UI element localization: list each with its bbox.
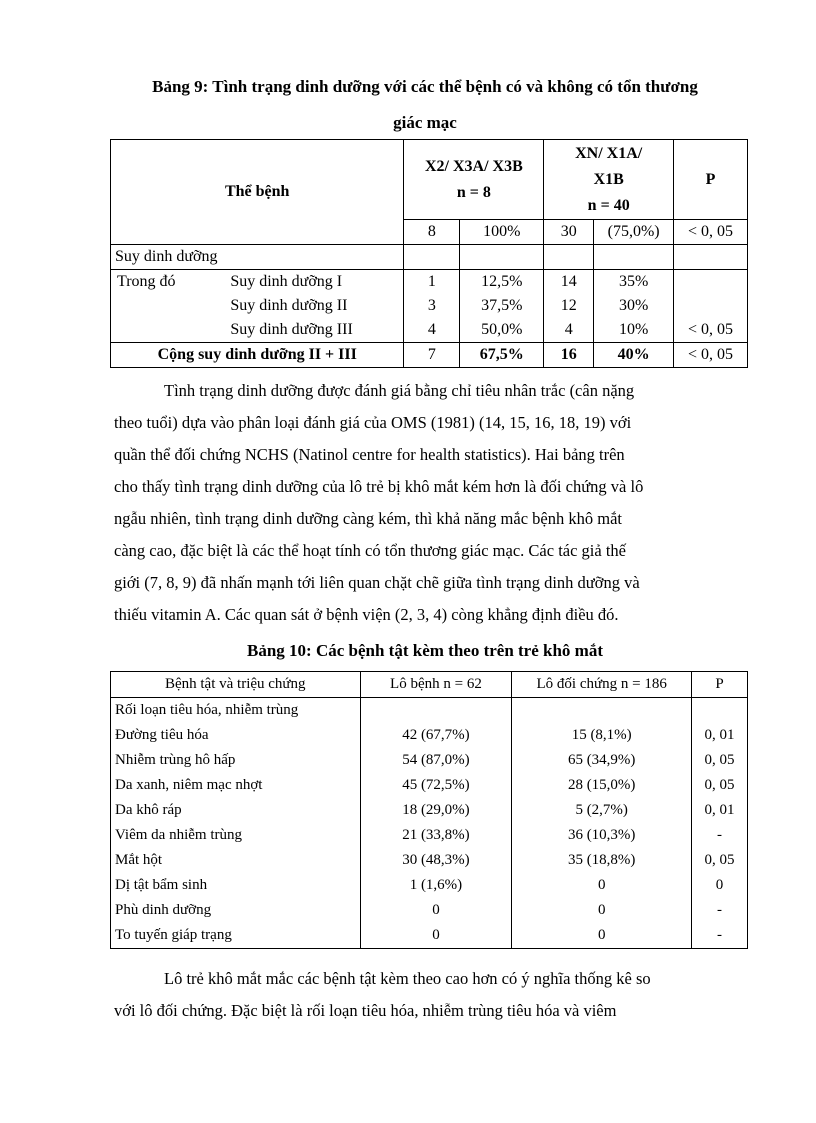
table10-cell: 1 (1,6%) <box>360 873 512 898</box>
table-row <box>111 898 748 923</box>
table9-cell: 50,0% <box>460 318 544 343</box>
paragraph-line: với lô đối chứng. Đặc biệt là rối loạn tiêu hóa, nhiễm trùng tiêu hóa và viêm <box>114 1001 617 1020</box>
table10-cell: 0 <box>512 898 692 923</box>
table9-row-label: Suy dinh dưỡng III <box>226 318 404 343</box>
table10 <box>110 671 748 949</box>
table-row <box>111 294 748 318</box>
table-row <box>111 723 748 748</box>
table10-cell: 54 (87,0%) <box>360 748 512 773</box>
table9-cell: 100% <box>460 220 544 245</box>
table10-header: Bệnh tật và triệu chứng <box>111 672 361 698</box>
table9-cell: 16 <box>544 343 594 368</box>
table10-title: Bảng 10: Các bệnh tật kèm theo trên trẻ khô mắt <box>246 641 604 660</box>
paragraph-1 <box>114 375 740 631</box>
table9-cell: (75,0%) <box>594 220 674 245</box>
table-row <box>111 798 748 823</box>
table10-cell: Phù dinh dưỡng <box>111 898 361 923</box>
table9-group2-line2: X1B <box>593 170 624 188</box>
table9-cell: 67,5% <box>460 343 544 368</box>
table-row <box>111 773 748 798</box>
table10-cell <box>512 698 692 724</box>
table9-header-group1 <box>404 140 544 220</box>
table9-total-row <box>111 343 748 368</box>
paragraph-line: giới (7, 8, 9) đã nhấn mạnh tới liên quan chặt chẽ giữa tình trạng dinh dưỡng và <box>114 573 640 592</box>
table10-cell: 5 (2,7%) <box>512 798 692 823</box>
table9-row-label: Suy dinh dưỡng II <box>226 294 404 318</box>
table9-cell: 37,5% <box>460 294 544 318</box>
table10-cell: Da khô ráp <box>111 798 361 823</box>
paragraph-line: Tình trạng dinh dưỡng được đánh giá bằng chỉ tiêu nhân trắc (cân nặng <box>164 381 635 400</box>
table10-cell: Dị tật bẩm sinh <box>111 873 361 898</box>
table9-group2-line1: XN/ X1A/ <box>575 144 643 162</box>
table9-header-the-benh: Thể bệnh <box>111 140 404 245</box>
table10-cell: - <box>692 923 748 949</box>
table10-cell: 0, 05 <box>692 773 748 798</box>
table10-cell: 0 <box>360 898 512 923</box>
table9-group1-line2: n = 8 <box>456 183 491 201</box>
table9-section-label: Suy dinh dưỡng <box>111 245 404 270</box>
table-row <box>111 318 748 343</box>
table-row <box>111 748 748 773</box>
table10-cell <box>692 698 748 724</box>
table10-cell: Rối loạn tiêu hóa, nhiễm trùng <box>111 698 361 724</box>
paragraph-2 <box>114 963 740 1027</box>
paragraph-line: thiếu vitamin A. Các quan sát ở bệnh viện (2, 3, 4) còng khẳng định điều đó. <box>114 605 619 624</box>
table-row <box>111 698 748 724</box>
table9-cell: 10% <box>594 318 674 343</box>
table9-cell: 40% <box>594 343 674 368</box>
table10-cell: 21 (33,8%) <box>360 823 512 848</box>
table9-cell: 14 <box>544 270 594 295</box>
table10-cell: 0, 05 <box>692 748 748 773</box>
table10-cell: 0 <box>360 923 512 949</box>
table9-header-group2 <box>544 140 674 220</box>
table10-header: Lô đối chứng n = 186 <box>512 672 692 698</box>
table10-cell: 0 <box>512 873 692 898</box>
table-row <box>111 923 748 949</box>
table9-cell: 1 <box>404 270 460 295</box>
table10-cell: Đường tiêu hóa <box>111 723 361 748</box>
paragraph-line: ngẫu nhiên, tình trạng dinh dưỡng càng kém, thì khả năng mắc bệnh khô mắt <box>114 509 622 528</box>
table10-cell: 36 (10,3%) <box>512 823 692 848</box>
table9-row-label: Suy dinh dưỡng I <box>226 270 404 295</box>
table9-header-p: P <box>674 140 748 220</box>
table-row <box>111 848 748 873</box>
table10-cell: 0, 01 <box>692 798 748 823</box>
table9-cell: < 0, 05 <box>674 343 748 368</box>
table9-cell: 4 <box>404 318 460 343</box>
table9 <box>110 139 748 368</box>
table10-cell: 35 (18,8%) <box>512 848 692 873</box>
table9-total-label: Cộng suy dinh dưỡng II + III <box>111 343 404 368</box>
table9-group1-line1: X2/ X3A/ X3B <box>424 157 523 175</box>
table9-cell: 7 <box>404 343 460 368</box>
table10-cell: 30 (48,3%) <box>360 848 512 873</box>
table9-cell: 3 <box>404 294 460 318</box>
paragraph-line: cho thấy tình trạng dinh dưỡng của lô trẻ bị khô mắt kém hơn là đối chứng và lô <box>114 477 644 496</box>
table9-cell <box>674 294 748 318</box>
table10-cell: 42 (67,7%) <box>360 723 512 748</box>
table10-cell: 65 (34,9%) <box>512 748 692 773</box>
table9-title-line2: giác mạc <box>393 113 457 132</box>
table-row <box>111 270 748 295</box>
table9-cell: 12 <box>544 294 594 318</box>
table9-title-line1: Bảng 9: Tình trạng dinh dưỡng với các thể bệnh có và không có tổn thương <box>152 77 698 96</box>
table-row <box>111 873 748 898</box>
table10-cell: Mắt hột <box>111 848 361 873</box>
table10-cell: - <box>692 823 748 848</box>
table10-cell: To tuyến giáp trạng <box>111 923 361 949</box>
table10-cell: - <box>692 898 748 923</box>
table10-body <box>111 698 748 949</box>
table-row <box>111 823 748 848</box>
table9-cell: 12,5% <box>460 270 544 295</box>
table9-cell: 30% <box>594 294 674 318</box>
table10-cell: Nhiễm trùng hô hấp <box>111 748 361 773</box>
paragraph-line: theo tuổi) dựa vào phân loại đánh giá của OMS (1981) (14, 15, 16, 18, 19) với <box>114 413 632 432</box>
table10-cell: Viêm da nhiễm trùng <box>111 823 361 848</box>
table10-cell: 28 (15,0%) <box>512 773 692 798</box>
paragraph-line: Lô trẻ khô mắt mắc các bệnh tật kèm theo cao hơn có ý nghĩa thống kê so <box>164 969 651 988</box>
table10-cell: 0, 05 <box>692 848 748 873</box>
table9-group2-line3: n = 40 <box>587 196 630 214</box>
table10-cell: 0, 01 <box>692 723 748 748</box>
table9-cell: 8 <box>404 220 460 245</box>
table9-cell: 35% <box>594 270 674 295</box>
table10-cell: 0 <box>512 923 692 949</box>
table10-cell: 18 (29,0%) <box>360 798 512 823</box>
table10-cell: 0 <box>692 873 748 898</box>
table9-cell <box>674 270 748 295</box>
paragraph-line: quần thể đối chứng NCHS (Natinol centre for health statistics). Hai bảng trên <box>114 445 625 464</box>
table9-cell: 30 <box>544 220 594 245</box>
table10-header: P <box>692 672 748 698</box>
table9-trong-do: Trong đó <box>111 270 227 295</box>
table9-cell: < 0, 05 <box>674 318 748 343</box>
table9-title <box>100 69 750 141</box>
table10-header: Lô bệnh n = 62 <box>360 672 512 698</box>
table9-cell: < 0, 05 <box>674 220 748 245</box>
table10-cell: 15 (8,1%) <box>512 723 692 748</box>
table10-cell: 45 (72,5%) <box>360 773 512 798</box>
paragraph-line: càng cao, đặc biệt là các thể hoạt tính có tổn thương giác mạc. Các tác giả thế <box>114 541 626 560</box>
table10-cell <box>360 698 512 724</box>
table9-cell: 4 <box>544 318 594 343</box>
table10-cell: Da xanh, niêm mạc nhợt <box>111 773 361 798</box>
